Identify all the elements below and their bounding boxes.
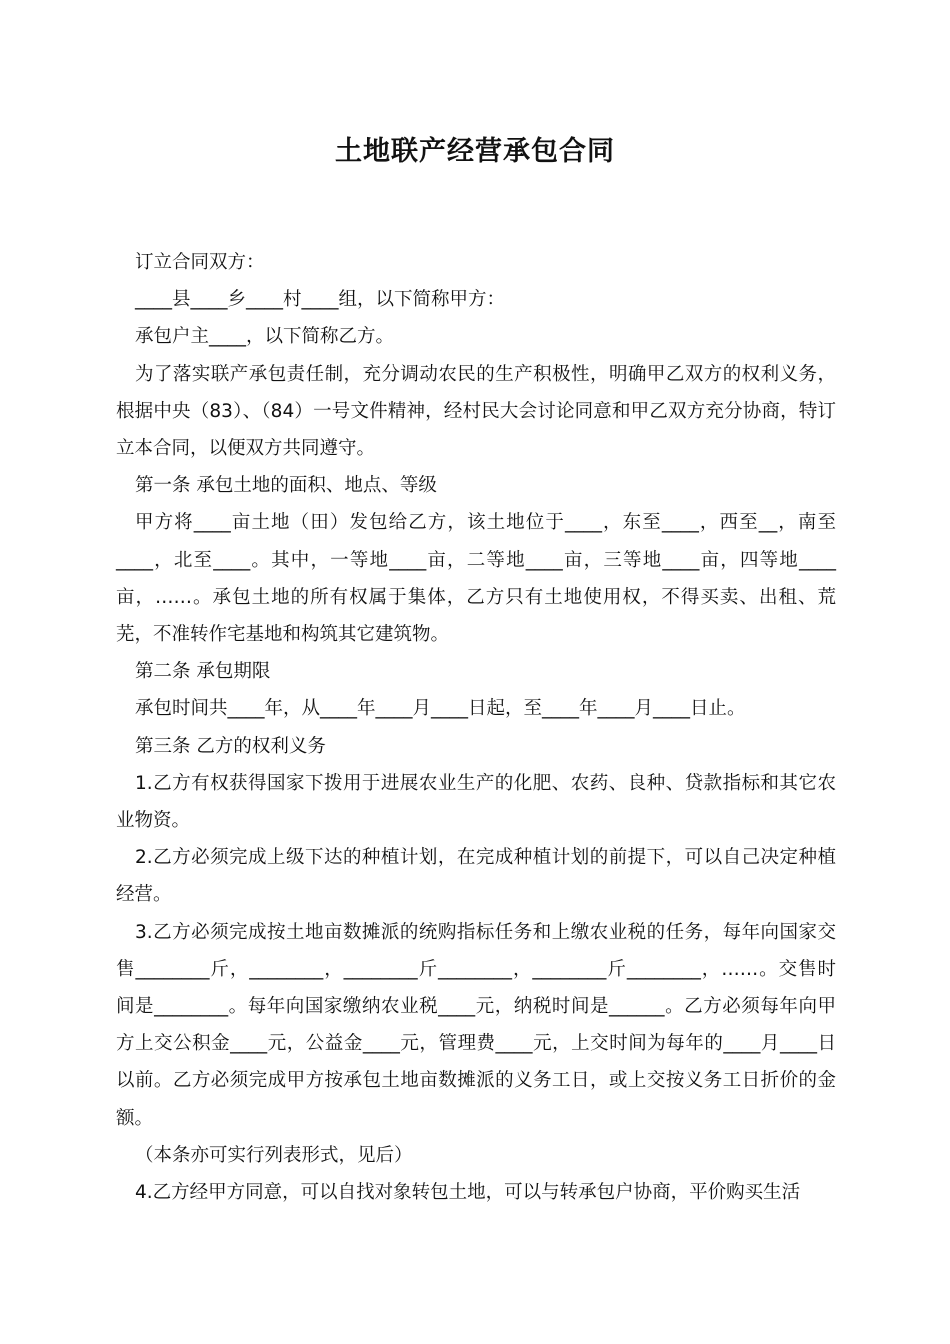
- article-3-heading: 第三条 乙方的权利义务: [135, 735, 326, 757]
- article-3-item-3: 3.乙方必须完成按土地亩数摊派的统购指标任务和上缴农业税的任务，每年向国家交售________斤，________，________斤________，________斤________，……。交售时间是________。每年向国家缴纳农业税____元，纳税时间是______。乙方必须每年向甲方上交公积金____元，公益金____元，管理费____元，上交时间为每年的____月____日以前。乙方必须完成甲方按承包土地亩数摊派的义务工日，或上交按义务工日折价的金额。: [116, 921, 836, 1129]
- document-body: [116, 244, 836, 1211]
- paragraph-parties-heading: 订立合同双方：: [135, 252, 265, 273]
- document-title: 土地联产经营承包合同: [335, 136, 615, 167]
- article-3-item-2: 2.乙方必须完成上级下达的种植计划，在完成种植计划的前提下，可以自己决定种植经营。: [116, 847, 836, 906]
- article-1-body: 甲方将____亩土地（田）发包给乙方，该土地位于____，东至____，西至__，南至____，北至____。其中，一等地____亩，二等地____亩，三等地____亩，四等地____亩，……。承包土地的所有权属于集体，乙方只有土地使用权，不得买卖、出租、荒芜，不准转作宅基地和构筑其它建筑物。: [116, 512, 836, 646]
- article-3-note: （本条亦可实行列表形式，见后）: [135, 1144, 413, 1166]
- paragraph-preamble: 为了落实联产承包责任制，充分调动农民的生产积极性，明确甲乙双方的权利义务，根据中央（83）、（84）一号文件精神，经村民大会讨论同意和甲乙双方充分协商，特订立本合同，以便双方共同遵守。: [116, 363, 836, 460]
- paragraph-party-a: ____县____乡____村____组，以下简称甲方：: [135, 289, 506, 311]
- article-2-body: 承包时间共____年，从____年____月____日起，至____年____月____日止。: [135, 698, 746, 720]
- article-3-item-1: 1.乙方有权获得国家下拨用于进展农业生产的化肥、农药、良种、贷款指标和其它农业物资。: [116, 772, 836, 832]
- article-3-item-4: 4.乙方经甲方同意，可以自找对象转包土地，可以与转承包户协商，平价购买生活: [135, 1182, 801, 1204]
- article-1-heading: 第一条 承包土地的面积、地点、等级: [135, 475, 437, 497]
- paragraph-party-b: 承包户主____，以下简称乙方。: [135, 326, 395, 348]
- article-2-heading: 第二条 承包期限: [135, 661, 271, 683]
